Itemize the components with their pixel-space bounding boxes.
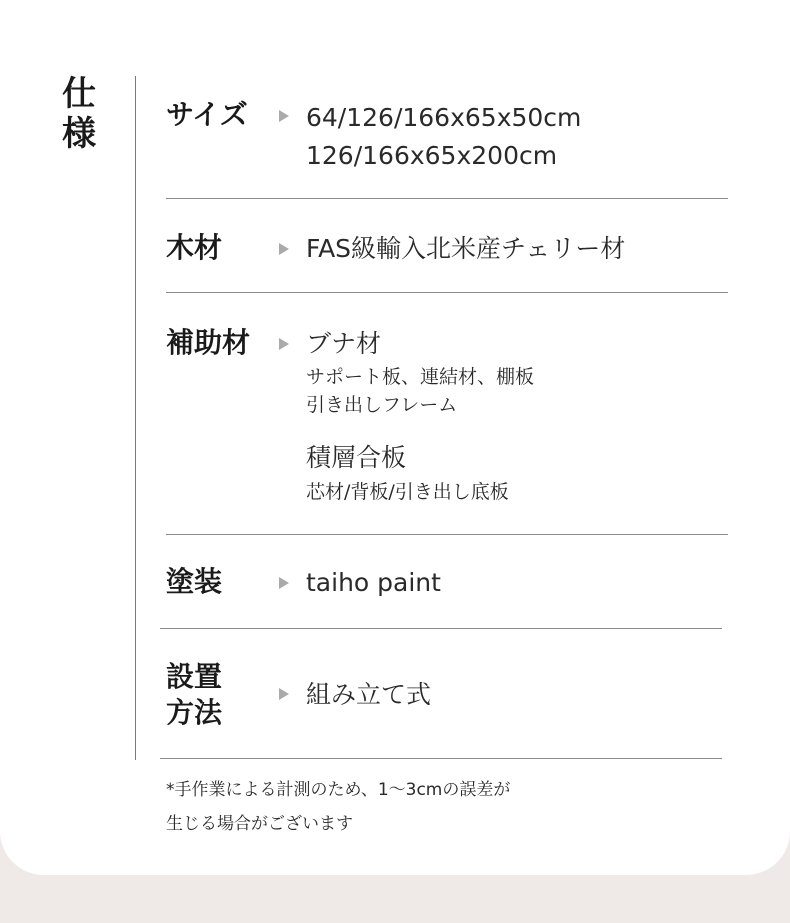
paint-label: 塗装 [166,565,223,598]
size-label: サイズ [166,98,248,131]
triangle-right-icon [279,243,289,255]
vertical-divider [135,76,136,760]
triangle-right-icon [279,338,289,350]
section-title: 仕 様 [62,74,96,154]
aux-main-1: ブナ材 [306,329,382,358]
aux-detail-1a: サポート板、連結材、棚板 [306,366,535,388]
row-divider [166,198,728,199]
aux-detail-1b: 引き出しフレーム [306,394,458,416]
triangle-right-icon [279,577,289,589]
wood-label: 木材 [166,231,223,264]
aux-main-2: 積層合板 [306,443,407,472]
row-divider [160,758,722,759]
install-value: 組み立て式 [306,680,432,709]
row-divider [166,534,728,535]
triangle-right-icon [279,688,289,700]
size-value-2: 126/166x65x200cm [306,141,558,170]
aux-detail-2a: 芯材/背板/引き出し底板 [306,481,509,503]
triangle-right-icon [279,110,289,122]
install-label: 設置 方法 [166,660,223,729]
size-value-1: 64/126/166x65x50cm [306,103,582,132]
paint-value: taiho paint [306,568,441,597]
aux-label: 補助材 [166,326,251,359]
note-line-2: 生じる場合がございます [166,814,353,834]
note-line-1: *手作業による計測のため、1～3cmの誤差が [166,780,511,800]
row-divider [166,292,728,293]
row-divider [160,628,722,629]
wood-value: FAS級輸入北米産チェリー材 [306,234,626,263]
